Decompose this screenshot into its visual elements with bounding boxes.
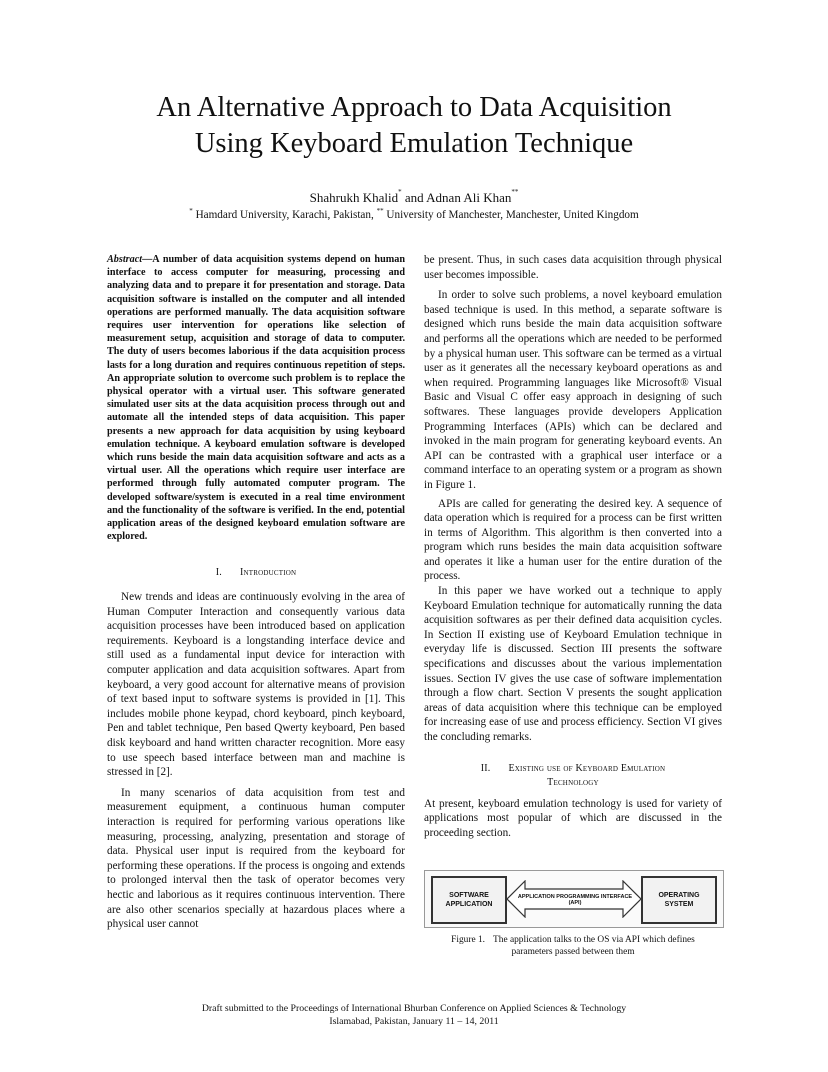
abstract	[107, 253, 405, 543]
intro-paragraph-3: In order to solve such problems, a novel keyboard emulation based technique is used. In this method, a separate software is designed which runs beside the main data acquisition software and performs all the operations which are needed to be performed by a physical human user. This software can be termed as a virtual user as it generates all the necessary keyboard operations as and when required. Programming languages like Microsoft® Visual Basic and Visual C offer easy approach in designing of such softwares. These languages provide developers Application Programming Interfaces (APIs) which can be declared and invoked in the main program for generating keyboard events. An API can be contrasted with a graphical user interface or a command interface to an operating system or a program as shown in Figure 1.	[424, 289, 722, 491]
title-line-2: Using Keyboard Emulation Technique	[194, 128, 634, 159]
affiliation-1-mark: *	[189, 207, 193, 215]
figure-1-caption-label: Figure 1.	[451, 935, 486, 945]
api-arrow-label: APPLICATION PROGRAMMING INTERFACE (API)	[517, 894, 633, 906]
section-2-title-line-2: Technology	[547, 776, 599, 788]
section-1-number: I.	[215, 567, 222, 579]
intro-paragraph-2-continued: be present. Thus, in such cases data acquisition through physical user becomes impossible.	[424, 254, 722, 281]
section-2-heading	[424, 762, 722, 790]
section-2-number: II.	[480, 762, 491, 774]
footer-line-2: Islamabad, Pakistan, January 11 – 14, 2011	[329, 1015, 499, 1027]
paper-title	[60, 90, 768, 162]
title-line-1: An Alternative Approach to Data Acquisition	[156, 92, 672, 123]
software-application-box	[431, 876, 507, 924]
affiliation-1: Hamdard University, Karachi, Pakistan,	[192, 209, 377, 221]
author-2-mark: **	[511, 188, 519, 196]
author-line	[0, 190, 828, 206]
software-application-line-2: APPLICATION	[445, 901, 493, 908]
author-2: Adnan Ali Khan	[426, 190, 512, 205]
section-1-title: Introduction	[239, 567, 297, 579]
intro-paragraph-4: APIs are called for generating the desired key. A sequence of data operation which is required for a process can be first written in terms of Algorithm. This algorithm is then converted into a program which runs besides the main data acquisition software and operates it like a human user for the entire duration of the process.	[424, 497, 722, 583]
intro-paragraph-5: In this paper we have worked out a technique to apply Keyboard Emulation technique for automatically running the data acquisition softwares as per their defined data acquisition cycles. In Section II existing use of Keyboard Emulation technique in everyday life is discussed. Section III presents the software specifications and discusses about the various implementation issues. Section IV gives the use case of software implementation through a flow chart. Section V presents the sought application areas of data acquisition where this technique can be employed for increasing ease of use and process efficiency. Section VI gives the concluding remarks.	[424, 585, 722, 743]
abstract-dash: —	[142, 254, 153, 265]
intro-paragraph-2: In many scenarios of data acquisition from test and measurement equipment, a continuous human computer interaction is required for performing various operations like measuring, processing, analyzing, presentation and storage of data. Physical user input is required from the keyboard for performing these operations. If the process is ongoing and extends to prolonged interval then the task of operator becomes very hectic and laborious as it requires continuous intervention. There are also other scenarios specially at hazardous places where a physical user cannot	[107, 786, 405, 931]
section-1-heading	[107, 566, 405, 581]
figure-1-caption	[430, 934, 716, 958]
right-column	[424, 253, 722, 840]
operating-system-line-2: SYSTEM	[664, 901, 694, 908]
affiliation-line	[0, 209, 828, 221]
operating-system-line-1: OPERATING	[658, 892, 700, 899]
author-1-mark: *	[398, 188, 402, 196]
left-column	[107, 253, 405, 932]
author-1: Shahrukh Khalid	[309, 190, 399, 205]
author-joiner: and	[401, 190, 427, 205]
figure-1-caption-text: The application talks to the OS via API which defines parameters passed between them	[493, 935, 695, 957]
page-footer	[0, 1003, 828, 1028]
software-application-line-1: SOFTWARE	[449, 892, 489, 899]
intro-paragraph-1: New trends and ideas are continuously evolving in the area of Human Computer Interaction and consequently various data acquisition processes have been introduced based on application requirements. Keyboard is a longstanding interface device and still used as a fundamental input device for interaction with computer application and data acquisition softwares. Apart from keyboard, a very good account for alternative means of provision of text based input to software systems is provided in [1]. This includes mobile phone keypad, chord keyboard, pinch keyboard, Pen and tablet technique, Pen based Qwerty keyboard, Pen based disk keyboard and hand written character recognition. More easy to use speech based interface between man and machine is stressed in [2].	[107, 591, 405, 779]
section-2-title-line-1: Existing use of Keyboard Emulation	[508, 762, 666, 774]
abstract-lead: Abstract	[107, 254, 143, 265]
section-2-paragraph-1: At present, keyboard emulation technology is used for variety of applications most popular of which are discussed in the proceeding section.	[424, 797, 722, 839]
abstract-text: A number of data acquisition systems depend on human interface to access computer for measuring, processing and analyzing data and to prepare it for presentation and storage. Data acquisition software is installed on the computer and all intended operations are performed manually. The data acquisition software requires user intervention for operations like selection of measurement setup, acquisition and storage of data to computer. The duty of users becomes laborious if the data acquisition process lasts for a long duration and requires continuous repetition of steps. An appropriate solution to overcome such problem is to replace the physical operator with a virtual user. This software generated simulated user sits at the data acquisition process through out and automate all the intended steps of data acquisition. This paper presents a new approach for data acquisition by using keyboard emulation technique. A keyboard emulation software is developed which runs beside the main data acquisition software and acts as a virtual user. All the operations which require user interface are performed through fully automated computer program. The developed software/system is executed in a real time environment and the functionality of the software is verified. In the end, potential application areas of the designed keyboard emulation software are explored.	[107, 254, 405, 543]
affiliation-2: University of Manchester, Manchester, United Kingdom	[383, 209, 639, 221]
operating-system-box	[641, 876, 717, 924]
figure-1-diagram	[424, 870, 724, 928]
affiliation-2-mark: **	[376, 207, 384, 215]
footer-line-1: Draft submitted to the Proceedings of International Bhurban Conference on Applied Sciences & Technology	[201, 1003, 627, 1014]
